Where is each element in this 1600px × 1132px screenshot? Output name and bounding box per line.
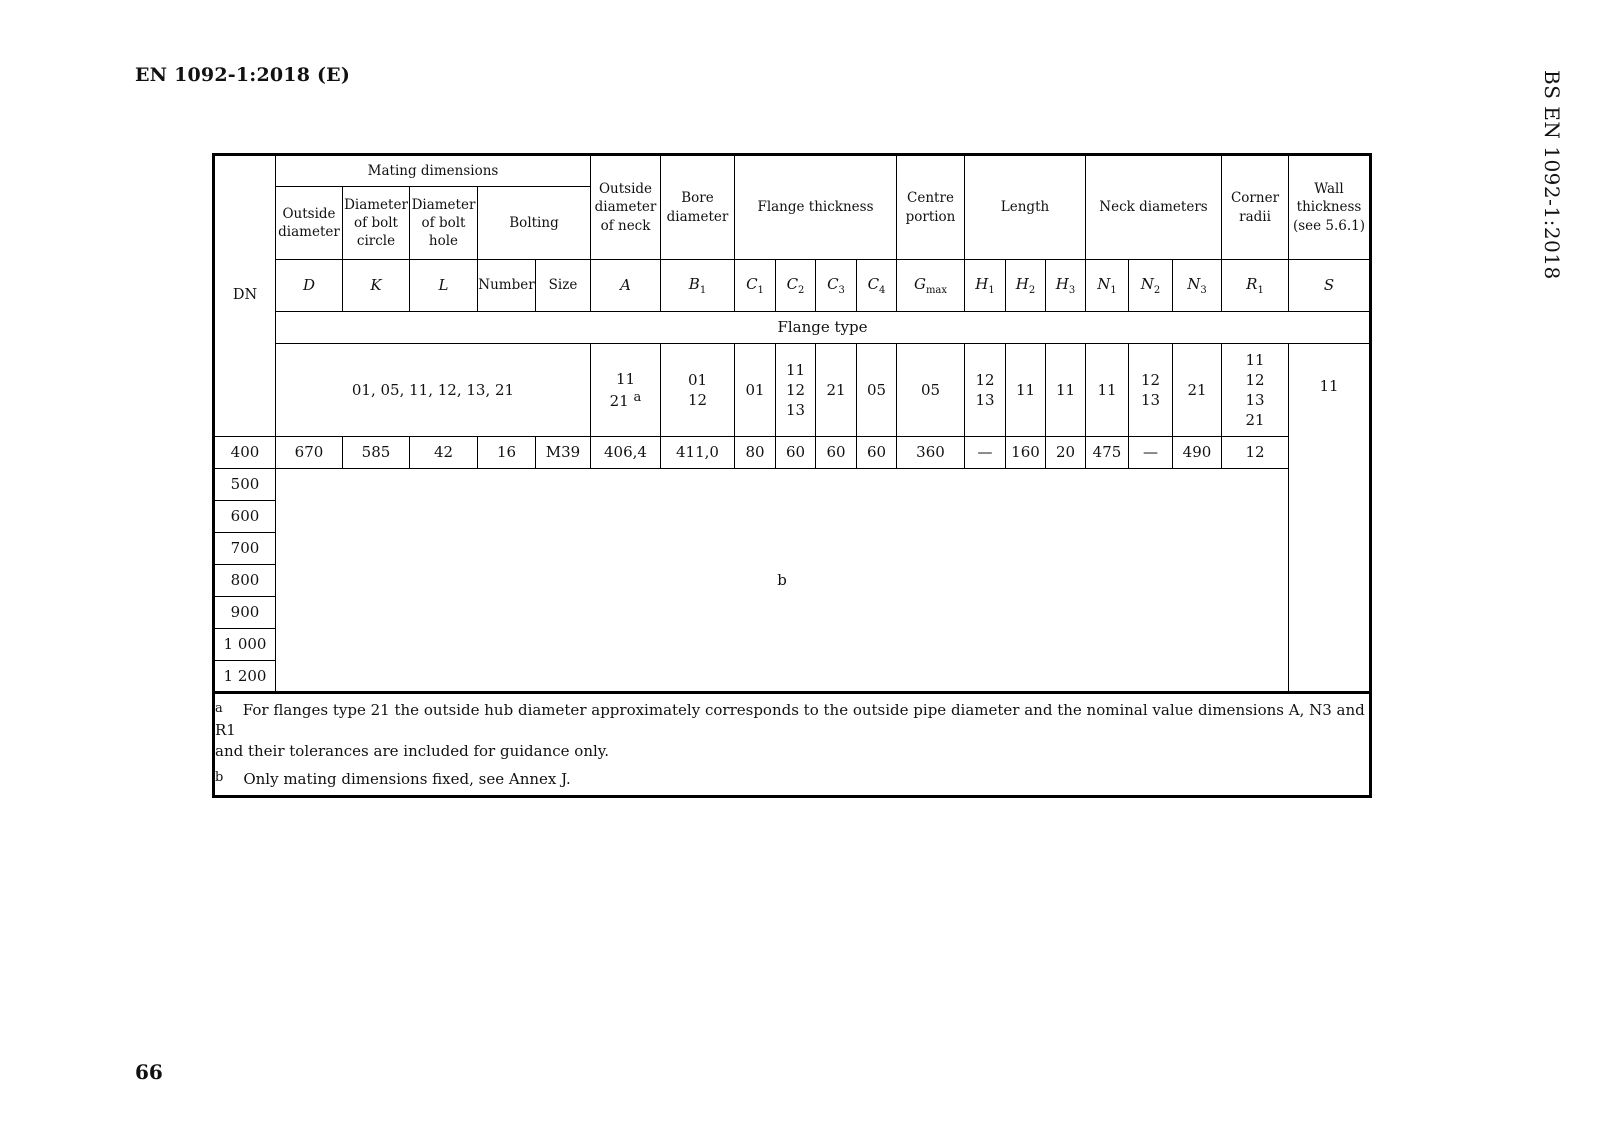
symbol-N2: $N_2$ [1129, 260, 1173, 312]
symbol-C4: $C_4$ [857, 260, 897, 312]
flange-type-label: Flange type [276, 312, 1371, 344]
wall-thickness-flange-types: 11 [1289, 344, 1371, 693]
symbol-K: K [343, 260, 410, 312]
bolt-hole-header: Diameter of bolt hole [410, 187, 478, 260]
bore-flange-types: 01 12 [661, 344, 735, 437]
c3-flange-types: 21 [816, 344, 857, 437]
value-size: M39 [536, 437, 591, 469]
symbol-H2: $H_2$ [1006, 260, 1046, 312]
footnote-b-marker: b [777, 570, 787, 589]
h2-flange-types: 11 [1006, 344, 1046, 437]
table-footnotes [214, 693, 1371, 797]
symbol-Gmax: $G_{max}$ [897, 260, 965, 312]
value-K: 585 [343, 437, 410, 469]
corner-radii-header: Corner radii [1222, 155, 1289, 260]
table-row [214, 437, 1371, 469]
document-header: EN 1092-1:2018 (E) [135, 64, 351, 86]
footnote-a-marker: a [633, 390, 642, 405]
dn-900: 900 [214, 597, 276, 629]
value-N3: 490 [1173, 437, 1222, 469]
value-C4: 60 [857, 437, 897, 469]
mating-dimensions-header: Mating dimensions [276, 155, 591, 187]
symbol-D: D [276, 260, 343, 312]
value-L: 42 [410, 437, 478, 469]
neck-outside-diameter-header: Outside diameter of neck [591, 155, 661, 260]
unspecified-dimensions-area [276, 469, 1289, 693]
value-B1: 411,0 [661, 437, 735, 469]
r1-flange-types: 11 12 13 21 [1222, 344, 1289, 437]
value-N1: 475 [1086, 437, 1129, 469]
n2-flange-types: 12 13 [1129, 344, 1173, 437]
gmax-flange-types: 05 [897, 344, 965, 437]
footnote-a: a For flanges type 21 the outside hub diameter approximately corresponds to the outside pipe diameter and the nominal value dimensions A, N3 and R1 [215, 701, 1365, 740]
footnote-b: b Only mating dimensions fixed, see Annex J. [215, 769, 571, 788]
bore-diameter-header: Bore diameter [661, 155, 735, 260]
value-N2: — [1129, 437, 1173, 469]
symbol-L: L [410, 260, 478, 312]
symbol-N1: $N_1$ [1086, 260, 1129, 312]
symbol-N3: $N_3$ [1173, 260, 1222, 312]
dn-500: 500 [214, 469, 276, 501]
length-header: Length [965, 155, 1086, 260]
bolt-circle-header: Diameter of bolt circle [343, 187, 410, 260]
dn-400: 400 [214, 437, 276, 469]
value-A: 406,4 [591, 437, 661, 469]
dn-1000: 1 000 [214, 629, 276, 661]
n3-flange-types: 21 [1173, 344, 1222, 437]
symbol-C3: $C_3$ [816, 260, 857, 312]
symbol-S: S [1289, 260, 1371, 312]
symbol-R1: $R_1$ [1222, 260, 1289, 312]
neck-diameters-header: Neck diameters [1086, 155, 1222, 260]
symbol-C1: $C_1$ [735, 260, 776, 312]
bolting-header: Bolting [478, 187, 591, 260]
flange-dimensions-table [212, 153, 1372, 798]
centre-portion-header: Centre portion [897, 155, 965, 260]
dn-800: 800 [214, 565, 276, 597]
flange-thickness-header: Flange thickness [735, 155, 897, 260]
value-C3: 60 [816, 437, 857, 469]
wall-thickness-header: Wall thickness (see 5.6.1) [1289, 155, 1371, 260]
symbol-H1: $H_1$ [965, 260, 1006, 312]
size-header: Size [536, 260, 591, 312]
neck-outside-flange-types: 11 21 a [591, 344, 661, 437]
page-number: 66 [135, 1060, 163, 1084]
value-D: 670 [276, 437, 343, 469]
value-R1: 12 [1222, 437, 1289, 469]
dn-600: 600 [214, 501, 276, 533]
number-header: Number [478, 260, 536, 312]
dn-1200: 1 200 [214, 661, 276, 693]
h3-flange-types: 11 [1046, 344, 1086, 437]
value-H2: 160 [1006, 437, 1046, 469]
symbol-A: A [591, 260, 661, 312]
value-C1: 80 [735, 437, 776, 469]
symbol-C2: $C_2$ [776, 260, 816, 312]
footnote-a-continued: and their tolerances are included for guidance only. [215, 741, 610, 760]
outside-diameter-header: Outside diameter [276, 187, 343, 260]
side-standard-label: BS EN 1092-1:2018 [1540, 70, 1564, 280]
n1-flange-types: 11 [1086, 344, 1129, 437]
value-H1: — [965, 437, 1006, 469]
symbol-B1: $B_1$ [661, 260, 735, 312]
value-C2: 60 [776, 437, 816, 469]
symbol-H3: $H_3$ [1046, 260, 1086, 312]
dn-header: DN [214, 155, 276, 437]
c2-flange-types: 11 12 13 [776, 344, 816, 437]
c4-flange-types: 05 [857, 344, 897, 437]
value-Gmax: 360 [897, 437, 965, 469]
c1-flange-types: 01 [735, 344, 776, 437]
value-number: 16 [478, 437, 536, 469]
value-H3: 20 [1046, 437, 1086, 469]
mating-flange-types: 01, 05, 11, 12, 13, 21 [276, 344, 591, 437]
h1-flange-types: 12 13 [965, 344, 1006, 437]
dn-700: 700 [214, 533, 276, 565]
